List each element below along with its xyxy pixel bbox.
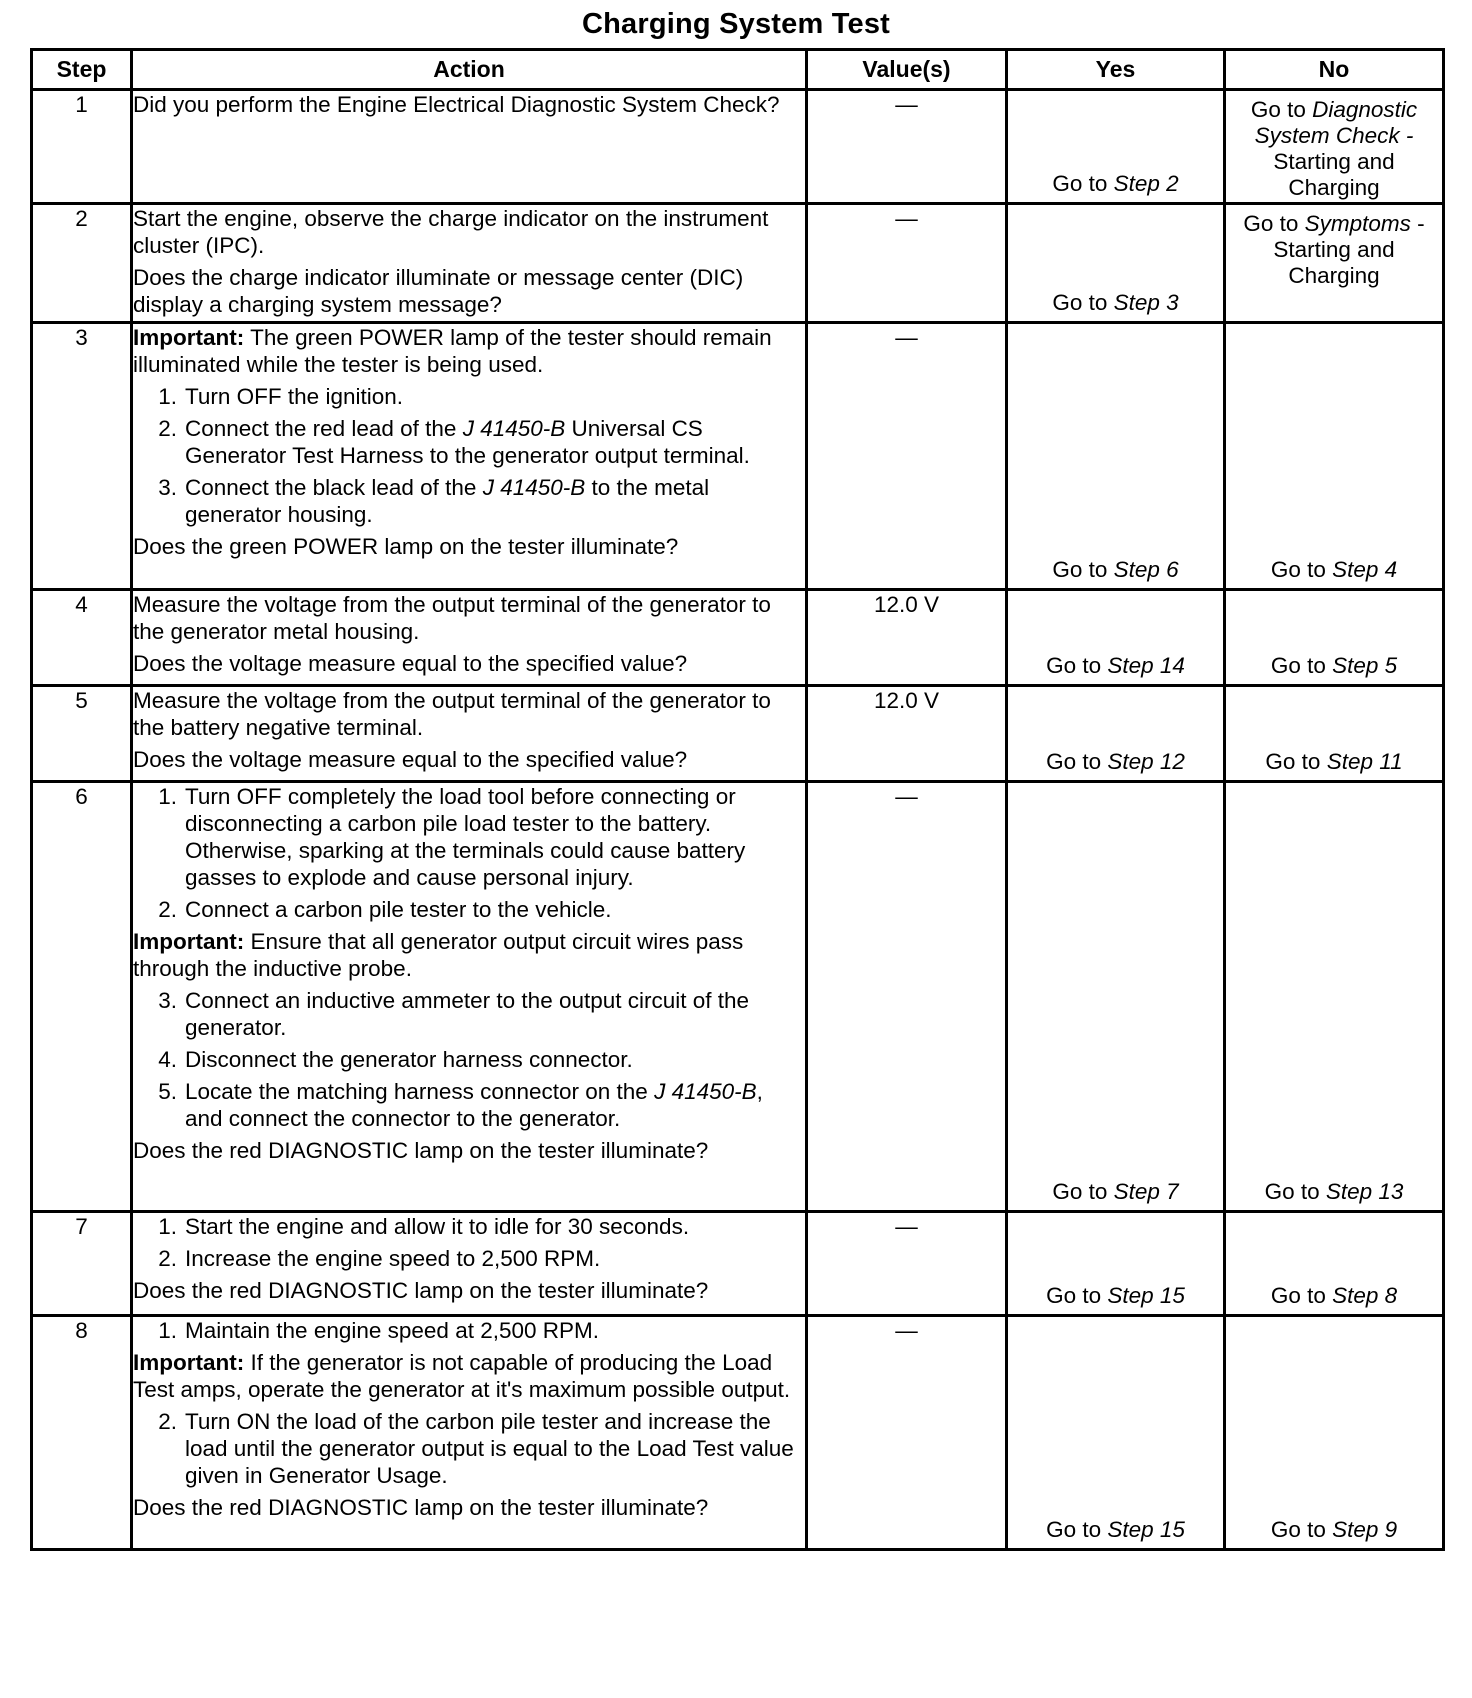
yes-cell: [1007, 323, 1225, 590]
reference-text: Step 12: [1107, 749, 1185, 774]
no-cell: [1225, 686, 1444, 782]
go-to-no-link[interactable]: [1226, 652, 1442, 679]
text-run: Connect the black lead of the: [185, 475, 483, 500]
action-cell: [132, 782, 807, 1212]
list-text: [185, 987, 805, 1041]
reference-text: Step 8: [1332, 1283, 1398, 1308]
step-number: 4: [32, 590, 132, 686]
text-run: Does the voltage measure equal to the specified value?: [133, 747, 688, 772]
no-cell: [1225, 590, 1444, 686]
action-paragraph: [133, 324, 805, 378]
table-row: [32, 323, 1444, 590]
table-row: [32, 686, 1444, 782]
text-run: Go to: [1046, 1517, 1108, 1542]
go-to-yes-link[interactable]: [1008, 289, 1223, 316]
step-number: 3: [32, 323, 132, 590]
text-run: Go to: [1046, 653, 1108, 678]
go-to-yes-link[interactable]: [1008, 652, 1223, 679]
reference-text: Step 2: [1113, 171, 1179, 196]
go-to-no-link[interactable]: [1226, 1516, 1442, 1543]
yes-cell: [1007, 204, 1225, 323]
text-run: Go to: [1243, 211, 1305, 236]
reference-text: Step 7: [1113, 1179, 1179, 1204]
action-paragraph: [133, 746, 805, 773]
step-number: 8: [32, 1316, 132, 1550]
go-to-yes-link[interactable]: [1008, 1282, 1223, 1309]
text-run: Go to: [1046, 1283, 1108, 1308]
table-body: [32, 90, 1444, 1550]
action-paragraph: [133, 928, 805, 982]
list-text: [185, 1317, 805, 1344]
text-run: Turn OFF completely the load tool before connecting or disconnecting a carbon pile load tester to the battery. Otherwise, sparking at the terminals could cause battery gasses to explode and cause personal injury.: [185, 784, 746, 890]
text-run: Increase the engine speed to 2,500 RPM.: [185, 1246, 601, 1271]
text-run: Go to: [1052, 1179, 1114, 1204]
action-cell: [132, 590, 807, 686]
text-run: Does the green POWER lamp on the tester illuminate?: [133, 534, 679, 559]
list-text: [185, 415, 805, 469]
step-number: 2: [32, 204, 132, 323]
text-run: Go to: [1270, 653, 1333, 678]
list-text: [185, 783, 805, 891]
no-cell: [1225, 204, 1444, 323]
table-row: [32, 590, 1444, 686]
step-number: 6: [32, 782, 132, 1212]
reference-text: Step 3: [1113, 290, 1179, 315]
no-cell: [1225, 323, 1444, 590]
text-run: Go to: [1052, 290, 1114, 315]
header-yes: Yes: [1007, 50, 1225, 90]
value-cell: —: [807, 1212, 1007, 1316]
no-cell: [1225, 90, 1444, 204]
no-cell: [1225, 1316, 1444, 1550]
action-list-item: [133, 1245, 805, 1272]
text-run: Measure the voltage from the output terminal of the generator to the battery negative terminal.: [133, 688, 771, 740]
list-number: 2.: [158, 1246, 177, 1271]
text-run: Turn ON the load of the carbon pile tester and increase the load until the generator output is equal to the Load Test value given in Generator Usage.: [185, 1409, 794, 1488]
important-label: Important:: [133, 929, 245, 954]
text-run: Go to: [1264, 1179, 1326, 1204]
text-run: Disconnect the generator harness connector.: [185, 1047, 633, 1072]
text-run: Did you perform the Engine Electrical Diagnostic System Check?: [133, 92, 780, 117]
yes-cell: [1007, 686, 1225, 782]
value-cell: —: [807, 90, 1007, 204]
text-run: Go to: [1270, 1283, 1333, 1308]
reference-text: Step 15: [1107, 1517, 1185, 1542]
text-run: , and connect the connector to the generator.: [185, 1079, 763, 1131]
list-number: 4.: [158, 1047, 177, 1072]
yes-cell: [1007, 1316, 1225, 1550]
action-paragraph: [133, 591, 805, 645]
go-to-yes-link[interactable]: [1008, 556, 1223, 583]
action-list-item: [133, 896, 805, 923]
action-cell: [132, 1212, 807, 1316]
text-run: Go to: [1052, 557, 1114, 582]
action-paragraph: [133, 205, 805, 259]
text-run: Go to: [1046, 749, 1108, 774]
text-run: Go to: [1265, 749, 1327, 774]
table-row: [32, 1316, 1444, 1550]
reference-text: J 41450-B: [654, 1079, 757, 1104]
reference-text: Step 5: [1332, 653, 1398, 678]
text-run: Does the charge indicator illuminate or message center (DIC) display a charging system message?: [133, 265, 744, 317]
list-text: [185, 1046, 805, 1073]
text-run: If the generator is not capable of producing the Load Test amps, operate the generator at it's maximum possible output.: [133, 1350, 791, 1402]
step-number: 7: [32, 1212, 132, 1316]
list-number: 2.: [158, 1409, 177, 1434]
no-cell: [1225, 1212, 1444, 1316]
text-run: Turn OFF the ignition.: [185, 384, 404, 409]
text-run: Maintain the engine speed at 2,500 RPM.: [185, 1318, 600, 1343]
action-paragraph: [133, 1349, 805, 1403]
table-row: [32, 1212, 1444, 1316]
text-run: Does the voltage measure equal to the specified value?: [133, 651, 688, 676]
action-paragraph: [133, 1494, 805, 1521]
reference-text: Symptoms: [1304, 211, 1411, 236]
yes-cell: [1007, 1212, 1225, 1316]
text-run: Start the engine and allow it to idle for 30 seconds.: [185, 1214, 690, 1239]
go-to-no-link[interactable]: [1226, 1282, 1442, 1309]
text-run: to the metal generator housing.: [185, 475, 710, 527]
reference-text: Step 13: [1325, 1179, 1404, 1204]
header-step: Step: [32, 50, 132, 90]
action-cell: [132, 204, 807, 323]
reference-text: Step 11: [1326, 749, 1403, 774]
page-title: Charging System Test: [581, 8, 891, 40]
text-run: Go to: [1270, 1517, 1333, 1542]
reference-text: Diagnostic System Check -: [1254, 97, 1418, 148]
list-text: [185, 1078, 805, 1132]
action-paragraph: [133, 1277, 805, 1304]
value-cell: —: [807, 782, 1007, 1212]
header-row: [32, 50, 1444, 90]
list-text: [185, 1408, 805, 1489]
list-number: 1.: [158, 1214, 177, 1239]
reference-text: Step 9: [1332, 1517, 1398, 1542]
list-text: [185, 1245, 805, 1272]
no-cell: [1225, 782, 1444, 1212]
text-run: Start the engine, observe the charge indicator on the instrument cluster (IPC).: [133, 206, 769, 258]
step-number: 5: [32, 686, 132, 782]
action-list-item: [133, 474, 805, 528]
yes-cell: [1007, 590, 1225, 686]
text-run: Starting and Charging: [1273, 149, 1395, 200]
go-to-no-link[interactable]: [1226, 205, 1442, 289]
reference-text: Step 6: [1113, 557, 1179, 582]
go-to-no-link[interactable]: [1226, 1178, 1442, 1205]
text-run: Does the red DIAGNOSTIC lamp on the tester illuminate?: [133, 1495, 709, 1520]
action-cell: [132, 90, 807, 204]
value-cell: 12.0 V: [807, 590, 1007, 686]
reference-text: Step 14: [1107, 653, 1185, 678]
list-text: [185, 474, 805, 528]
go-to-no-link[interactable]: [1226, 91, 1442, 201]
text-run: Go to: [1052, 171, 1114, 196]
list-number: 2.: [158, 897, 177, 922]
text-run: - Starting and Charging: [1273, 211, 1425, 288]
action-list-item: [133, 1078, 805, 1132]
go-to-yes-link[interactable]: [1008, 748, 1223, 775]
table-row: [32, 782, 1444, 1212]
text-run: The green POWER lamp of the tester should remain illuminated while the tester is being used.: [133, 325, 772, 377]
action-paragraph: [133, 650, 805, 677]
text-run: Connect the red lead of the: [185, 416, 463, 441]
action-cell: [132, 323, 807, 590]
text-run: Measure the voltage from the output terminal of the generator to the generator metal housing.: [133, 592, 771, 644]
charging-system-test-table: [30, 48, 1445, 1551]
value-cell: —: [807, 323, 1007, 590]
list-number: 1.: [158, 784, 177, 809]
list-number: 5.: [158, 1079, 177, 1104]
text-run: Does the red DIAGNOSTIC lamp on the tester illuminate?: [133, 1138, 709, 1163]
header-action: Action: [132, 50, 807, 90]
value-cell: —: [807, 1316, 1007, 1550]
text-run: Does the red DIAGNOSTIC lamp on the tester illuminate?: [133, 1278, 709, 1303]
value-cell: —: [807, 204, 1007, 323]
action-paragraph: [133, 533, 805, 560]
list-number: 2.: [158, 416, 177, 441]
go-to-yes-link[interactable]: [1008, 1178, 1223, 1205]
text-run: Ensure that all generator output circuit wires pass through the inductive probe.: [133, 929, 744, 981]
text-run: Connect a carbon pile tester to the vehicle.: [185, 897, 612, 922]
value-cell: 12.0 V: [807, 686, 1007, 782]
action-cell: [132, 686, 807, 782]
reference-text: J 41450-B: [462, 416, 566, 441]
action-list-item: [133, 383, 805, 410]
header-no: No: [1225, 50, 1444, 90]
action-paragraph: [133, 91, 805, 118]
reference-text: Step 4: [1332, 557, 1398, 582]
list-number: 3.: [158, 988, 177, 1013]
reference-text: J 41450-B: [482, 475, 586, 500]
text-run: Locate the matching harness connector on the: [185, 1079, 655, 1104]
step-number: 1: [32, 90, 132, 204]
list-number: 3.: [158, 475, 177, 500]
yes-cell: [1007, 90, 1225, 204]
yes-cell: [1007, 782, 1225, 1212]
important-label: Important:: [133, 1350, 245, 1375]
important-label: Important:: [133, 325, 245, 350]
action-paragraph: [133, 1137, 805, 1164]
action-list-item: [133, 1317, 805, 1344]
table-row: [32, 204, 1444, 323]
go-to-yes-link[interactable]: [1008, 1516, 1223, 1543]
text-run: Go to: [1250, 97, 1313, 122]
action-list-item: [133, 783, 805, 891]
text-run: Universal CS Generator Test Harness to the generator output terminal.: [185, 416, 750, 468]
list-text: [185, 896, 805, 923]
action-list-item: [133, 987, 805, 1041]
go-to-no-link[interactable]: [1226, 556, 1442, 583]
table-row: [32, 90, 1444, 204]
text-run: Go to: [1270, 557, 1333, 582]
action-list-item: [133, 415, 805, 469]
list-text: [185, 383, 805, 410]
action-list-item: [133, 1046, 805, 1073]
go-to-no-link[interactable]: [1226, 748, 1442, 775]
action-list-item: [133, 1213, 805, 1240]
action-list-item: [133, 1408, 805, 1489]
text-run: Connect an inductive ammeter to the output circuit of the generator.: [185, 988, 750, 1040]
list-text: [185, 1213, 805, 1240]
action-cell: [132, 1316, 807, 1550]
reference-text: Step 15: [1107, 1283, 1185, 1308]
go-to-yes-link[interactable]: [1008, 170, 1223, 197]
action-paragraph: [133, 264, 805, 318]
list-number: 1.: [158, 384, 177, 409]
header-values: Value(s): [807, 50, 1007, 90]
list-number: 1.: [158, 1318, 177, 1343]
action-paragraph: [133, 687, 805, 741]
